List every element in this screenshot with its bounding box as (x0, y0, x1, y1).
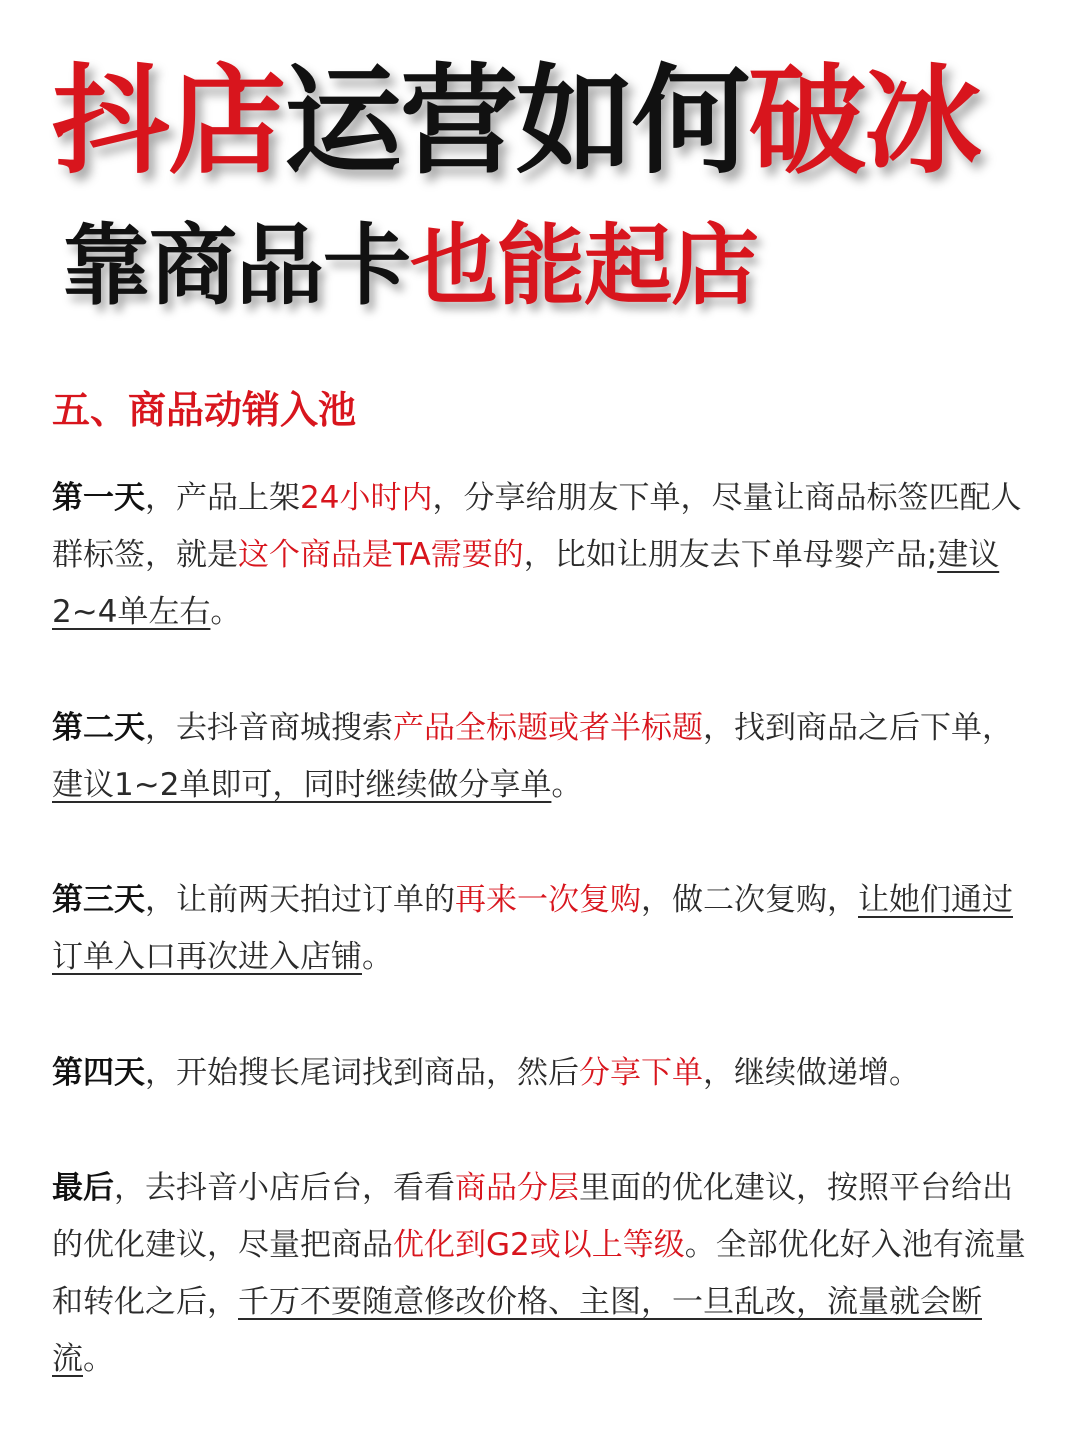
text-segment: 建议2~4单左右 (52, 537, 1000, 630)
paragraph-final (52, 1160, 1037, 1388)
text-segment: ，开始搜长尾词找到商品，然后 (145, 1055, 579, 1091)
title-part: 抖店 (52, 52, 285, 190)
main-title (52, 52, 981, 190)
text-segment: ，去抖音小店后台，看看 (114, 1170, 455, 1206)
text-segment: 。 (210, 594, 242, 630)
paragraph-day4 (52, 1045, 1037, 1102)
text-segment: 最后 (52, 1170, 114, 1206)
text-segment: 优化到G2或以上等级 (393, 1227, 685, 1263)
paragraph-day3 (52, 872, 1037, 986)
text-segment: ，找到商品之后下单， (703, 710, 1013, 746)
subtitle-part: 也能起店 (410, 214, 759, 317)
text-segment: 第三天 (52, 882, 145, 918)
text-segment: 第二天 (52, 710, 145, 746)
text-segment: 24小时内 (300, 480, 433, 516)
text-segment: 第四天 (52, 1055, 145, 1091)
title-part: 运营如何 (284, 52, 749, 190)
text-segment: 里面的优化建议，按照平台给出的优化建议，尽量把商品 (52, 1170, 1013, 1263)
text-segment: 建议1~2单即可，同时继续做分享单 (52, 767, 552, 803)
text-segment: 再来一次复购 (455, 882, 641, 918)
paragraph-day1 (52, 470, 1037, 641)
text-segment: 这个商品是TA需要的 (238, 537, 524, 573)
text-segment: ，去抖音商城搜索 (145, 710, 393, 746)
text-segment: ，分享给朋友下单，尽量让商品标签匹配人群标签，就是 (52, 480, 1022, 573)
text-segment: 。 (362, 939, 393, 975)
text-segment: 第一天 (52, 480, 145, 516)
text-segment: ，继续做递增。 (703, 1055, 920, 1091)
subtitle-part: 靠商品卡 (62, 214, 411, 317)
sub-title (62, 214, 759, 317)
text-segment: 千万不要随意修改价格、主图，一旦乱改，流量就会断流 (52, 1284, 982, 1377)
section-title: 五、商品动销入池 (52, 388, 357, 432)
text-segment: 商品分层 (455, 1170, 579, 1206)
paragraph-day2 (52, 700, 1037, 814)
text-segment: 让她们通过订单入口再次进入店铺 (52, 882, 1013, 975)
title-part: 破冰 (748, 52, 981, 190)
text-segment: 。 (551, 767, 583, 803)
text-segment: ，产品上架 (145, 480, 300, 516)
text-segment: 。全部优化好入池有流量和转化之后， (52, 1227, 1026, 1320)
text-segment: 产品全标题或者半标题 (393, 710, 703, 746)
text-segment: 分享下单 (579, 1055, 703, 1091)
text-segment: ，比如让朋友去下单母婴产品; (523, 537, 938, 573)
text-segment: 。 (83, 1341, 114, 1377)
text-segment: ，做二次复购， (641, 882, 858, 918)
text-segment: ，让前两天拍过订单的 (145, 882, 455, 918)
